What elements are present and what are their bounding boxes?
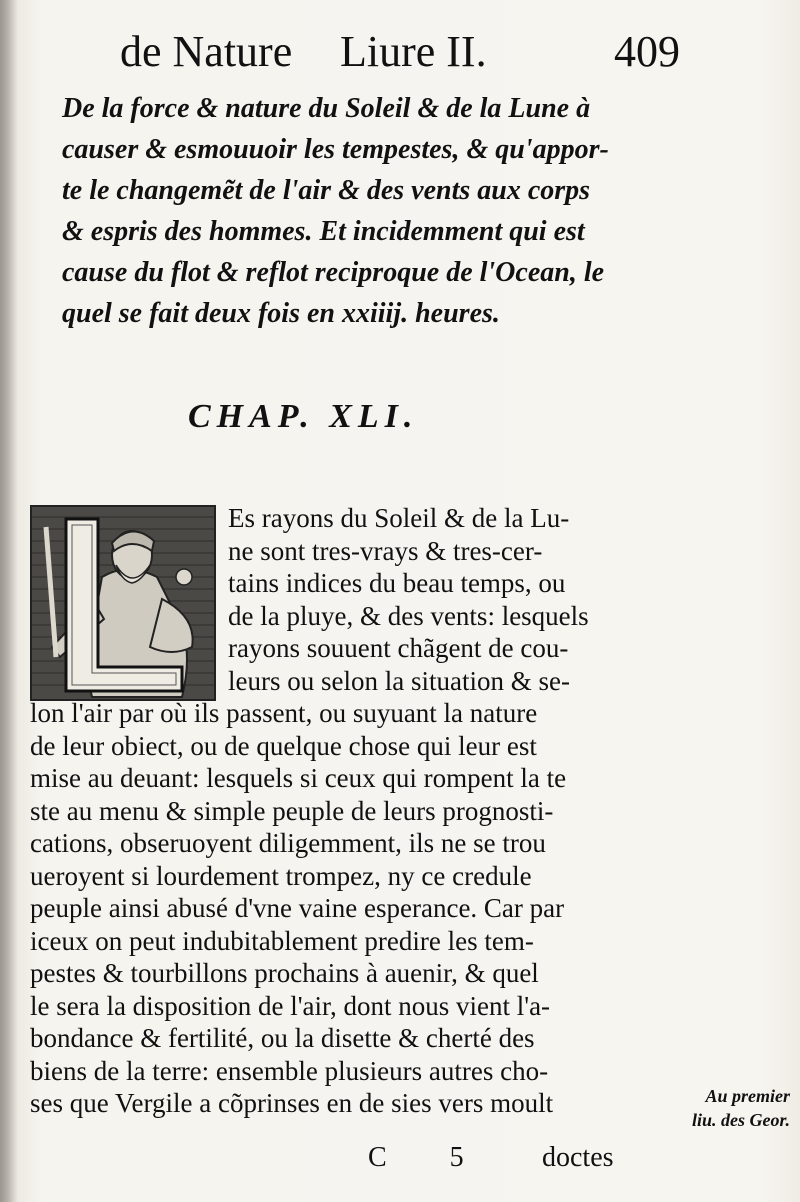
- body-line: iceux on peut indubitablement predire les tem-: [30, 925, 534, 956]
- running-head: [120, 22, 680, 82]
- body-text: [30, 502, 640, 1120]
- chapter-heading-line: quel se fait deux fois en xxiiij. heures.: [62, 298, 500, 329]
- chapter-heading-line: & espris des hommes. Et incidemment qui est: [62, 216, 585, 247]
- body-line: Es rayons du Soleil & de la Lu-: [228, 503, 570, 533]
- body-line: biens de la terre: ensemble plusieurs autres cho-: [30, 1055, 549, 1086]
- body-line: cations, obseruoyent diligemment, ils ne se trou: [30, 828, 546, 858]
- chapter-heading-line: causer & esmouuoir les tempestes, & qu'appor-: [62, 134, 609, 165]
- chapter-heading: [62, 88, 652, 334]
- running-head-title: de Nature: [120, 27, 293, 76]
- body-line: ses que Vergile a cõprinses en de sies vers moult: [30, 1088, 554, 1118]
- body-line: le sera la disposition de l'air, dont nous vient l'a-: [30, 990, 551, 1021]
- body-line: mise au deuant: lesquels si ceux qui rompent la te: [30, 763, 567, 793]
- body-line: pestes & tourbillons prochains à auenir, & quel: [30, 958, 539, 988]
- gutter-shadow: [0, 0, 18, 1202]
- page-number: 409: [614, 27, 680, 76]
- body-line: rayons souuent chãgent de cou-: [228, 633, 569, 663]
- body-line: tains indices du beau temps, ou: [228, 568, 566, 598]
- running-head-book: Liure II.: [340, 27, 487, 76]
- margin-note: [640, 1084, 790, 1132]
- catchword: doctes: [542, 1142, 614, 1173]
- body-line: ste au menu & simple peuple de leurs prognosti-: [30, 795, 554, 826]
- signature-mark: C 5: [368, 1142, 492, 1173]
- body-line: leurs ou selon la situation & se-: [228, 665, 570, 696]
- body-line: lon l'air par où ils passent, ou suyuant la nature: [30, 698, 538, 728]
- margin-note-line: liu. des Geor.: [691, 1110, 790, 1130]
- body-line: peuple ainsi abusé d'vne vaine esperance. Car par: [30, 893, 565, 923]
- chapter-heading-line: te le changemẽt de l'air & des vents aux corps: [62, 175, 591, 206]
- body-line: bondance & fertilité, ou la disette & cherté des: [30, 1023, 535, 1053]
- margin-note-line: Au premier: [705, 1086, 790, 1106]
- chapter-number: CHAP. XLI.: [188, 398, 419, 435]
- chapter-heading-line: De la force & nature du Soleil & de la Lune à: [62, 93, 591, 124]
- body-line: ne sont tres-vrays & tres-cer-: [228, 535, 543, 566]
- chapter-heading-line: cause du flot & reflot reciproque de l'Ocean, le: [62, 257, 605, 288]
- body-line: de leur obiect, ou de quelque chose qui leur est: [30, 730, 537, 761]
- body-line: ueroyent si lourdement trompez, ny ce credule: [30, 860, 532, 891]
- body-line: de la pluye, & des vents: lesquels: [228, 600, 589, 631]
